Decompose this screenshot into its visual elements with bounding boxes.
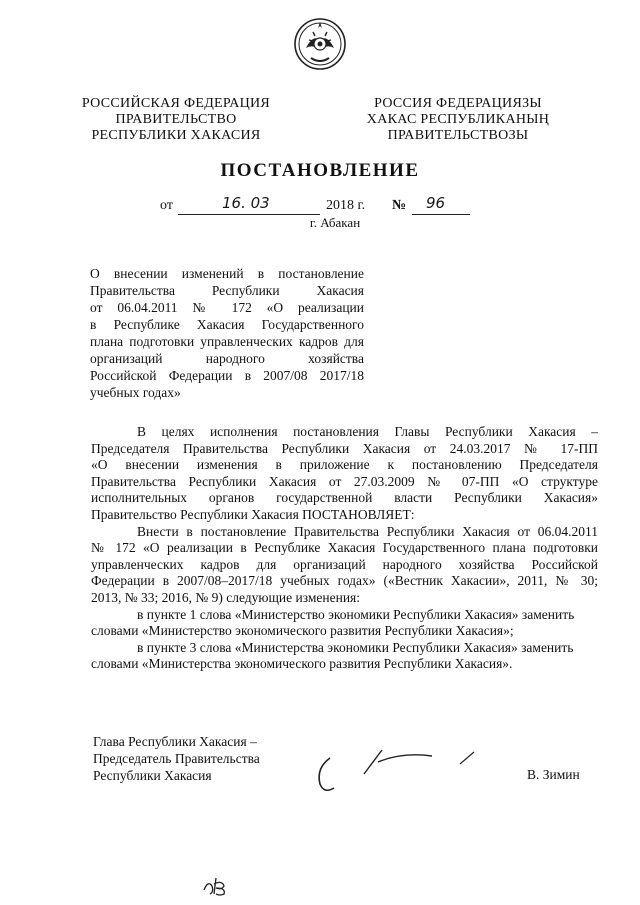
body-line: в пункте 1 слова «Министерство экономики Республики Хакасия» заменить	[137, 606, 575, 622]
subject-line: плана подготовки управленческих кадров для	[90, 334, 364, 349]
header-right-line: ПРАВИТЕЛЬСТВОЗЫ	[387, 128, 529, 143]
subject-line: в Республике Хакасия Государственного	[90, 317, 364, 332]
document-title: ПОСТАНОВЛЕНИЕ	[220, 160, 420, 181]
subject-line: Правительства Республики Хакасия	[90, 283, 364, 298]
date-from-label: от	[160, 198, 173, 213]
body-line: Федерации в 2007/08–2017/18 учебных годах» («Вестник Хакасии», 2011, № 30;	[91, 573, 598, 589]
body-line: № 172 «О реализации в Республике Хакасия Государственного плана подготовки	[91, 540, 598, 556]
document-body	[91, 424, 598, 673]
body-line: словами «Министерства экономического развития Республики Хакасия».	[91, 656, 513, 672]
header-left-line: ПРАВИТЕЛЬСТВО	[115, 112, 237, 127]
signature-position-line: Глава Республики Хакасия –	[93, 734, 257, 749]
body-line: «О внесении изменения в приложение к постановлению Председателя	[91, 457, 598, 473]
subject-block	[90, 265, 364, 401]
header-right	[358, 96, 558, 144]
header-left-line: РЕСПУБЛИКИ ХАКАСИЯ	[91, 128, 261, 143]
coat-of-arms-icon	[293, 14, 347, 74]
signature-position-line: Председатель Правительства	[93, 751, 260, 766]
subject-line: О внесении изменений в постановление	[90, 266, 364, 281]
signatory-name: В. Зимин	[527, 767, 580, 782]
body-line: В целях исполнения постановления Главы Республики Хакасия –	[137, 424, 598, 439]
header-left-line: РОССИЙСКАЯ ФЕДЕРАЦИЯ	[81, 96, 271, 111]
handwritten-signature	[312, 738, 482, 800]
body-line: Председателя Правительства Республики Хакасия от 24.03.2017 № 17-ПП	[91, 440, 598, 456]
header-right-line: ХАКАС РЕСПУБЛИКАНЫҢ	[366, 112, 550, 127]
subject-line: организаций народного хозяйства	[90, 351, 364, 366]
header-left	[76, 96, 276, 144]
subject-line: учебных годах»	[90, 385, 181, 400]
body-line: Правительства Республики Хакасия от 27.03.2009 № 07-ПП «О структуре	[91, 473, 598, 489]
subject-line: от 06.04.2011 № 172 «О реализации	[90, 300, 364, 315]
date-year: 2018 г.	[326, 198, 366, 213]
header-right-line: РОССИЯ ФЕДЕРАЦИЯЗЫ	[374, 96, 542, 111]
handwritten-page-mark	[200, 872, 234, 898]
number-label: №	[392, 198, 407, 213]
subject-line: Российской Федерации в 2007/08 2017/18	[90, 368, 364, 383]
city: г. Абакан	[309, 215, 361, 230]
body-line: словами «Министерство экономического развития Республики Хакасия»;	[91, 623, 514, 639]
body-line: исполнительных органов государственной власти Республики Хакасия»	[91, 490, 598, 506]
number-handwritten: 96	[426, 194, 446, 212]
signature-position	[93, 733, 260, 784]
body-line: Внести в постановление Правительства Республики Хакасия от 06.04.2011	[137, 523, 598, 539]
body-line: в пункте 3 слова «Министерства экономики Республики Хакасия» заменить	[137, 639, 574, 655]
date-handwritten: 16. 03	[222, 194, 270, 212]
body-line: Правительство Республики Хакасия ПОСТАНОВЛЯЕТ:	[91, 506, 415, 522]
body-line: 2013, № 33; 2016, № 9) следующие изменения:	[91, 589, 361, 605]
body-line: управленческих кадров для организаций народного хозяйства Российской	[91, 556, 598, 572]
signature-position-line: Республики Хакасия	[93, 768, 212, 783]
